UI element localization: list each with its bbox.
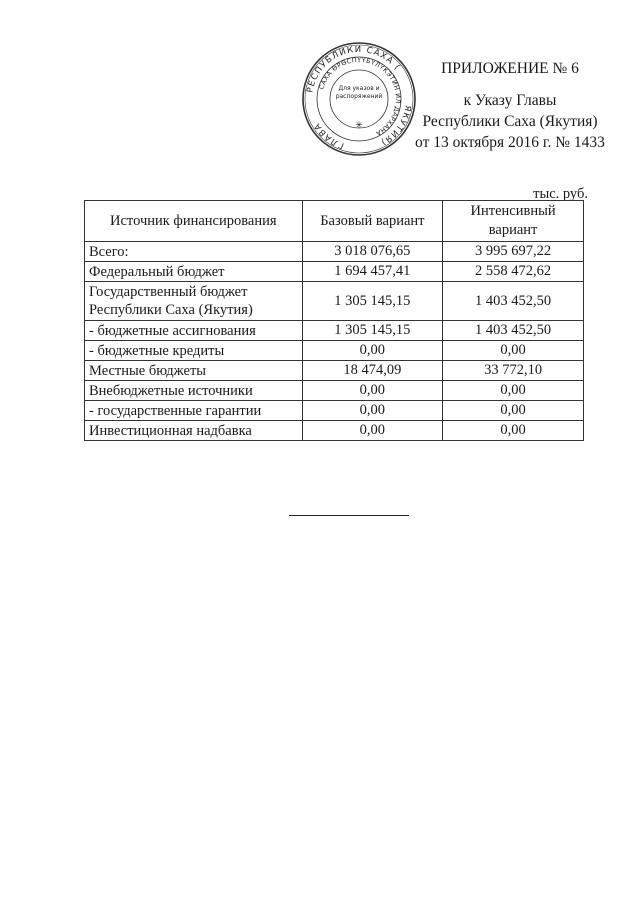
row-name: Государственный бюджет Республики Саха (Якутия) [85,282,303,321]
row-intensive-value: 1 403 452,50 [443,282,584,321]
table-row [85,361,584,381]
row-base-value: 0,00 [302,381,443,401]
table-row [85,401,584,421]
appendix-title: ПРИЛОЖЕНИЕ № 6 [441,60,579,77]
seal-center-text: Для указов и распоряжений [335,85,383,100]
row-name: - государственные гарантии [85,401,303,421]
row-name: Инвестиционная надбавка [85,421,303,441]
seal-ring-outer-right: ЯКУТИЯ) [378,104,413,148]
appendix-header [395,58,625,153]
row-intensive-value: 0,00 [443,401,584,421]
row-name: Местные бюджеты [85,361,303,381]
appendix-ref-line: к Указу Главы [463,92,557,109]
table-row [85,341,584,361]
units-label: тыс. руб. [533,186,588,202]
table-row [85,381,584,401]
table-row [85,421,584,441]
row-name: - бюджетные кредиты [85,341,303,361]
table-row [85,282,584,321]
row-name: Федеральный бюджет [85,262,303,282]
seal-ring-outer-text: РЕСПУБЛИКИ САХА ( [305,44,403,94]
closing-rule [289,515,409,516]
row-base-value: 0,00 [302,341,443,361]
row-base-value: 0,00 [302,421,443,441]
row-name: Внебюджетные источники [85,381,303,401]
row-name: - бюджетные ассигнования [85,321,303,341]
row-intensive-value: 0,00 [443,341,584,361]
column-header-base: Базовый вариант [302,201,443,242]
row-base-value: 1 305 145,15 [302,282,443,321]
row-name: Всего: [85,242,303,262]
row-intensive-value: 33 772,10 [443,361,584,381]
appendix-ref-line: от 13 октября 2016 г. № 1433 [415,134,605,151]
row-intensive-value: 0,00 [443,381,584,401]
column-header-source: Источник финансирования [85,201,303,242]
column-header-intensive: Интенсивный вариант [443,201,584,242]
row-base-value: 1 305 145,15 [302,321,443,341]
seal-star-icon: ✳ [355,120,363,130]
financing-table [84,200,584,441]
row-base-value: 1 694 457,41 [302,262,443,282]
table-row [85,242,584,262]
row-base-value: 0,00 [302,401,443,421]
table-row [85,321,584,341]
table-header-row [85,201,584,242]
row-intensive-value: 1 403 452,50 [443,321,584,341]
seal-ring-outer-left: ГЛАВА [312,120,346,151]
row-intensive-value: 3 995 697,22 [443,242,584,262]
appendix-ref-line: Республики Саха (Якутия) [422,113,598,130]
table-row [85,262,584,282]
seal-ring-inner-text: САХА ӨРӨСПҮҮБҮЛҮКЭТИН ИЛ ДАРХАНА [317,55,403,138]
row-base-value: 18 474,09 [302,361,443,381]
row-intensive-value: 0,00 [443,421,584,441]
row-intensive-value: 2 558 472,62 [443,262,584,282]
row-base-value: 3 018 076,65 [302,242,443,262]
